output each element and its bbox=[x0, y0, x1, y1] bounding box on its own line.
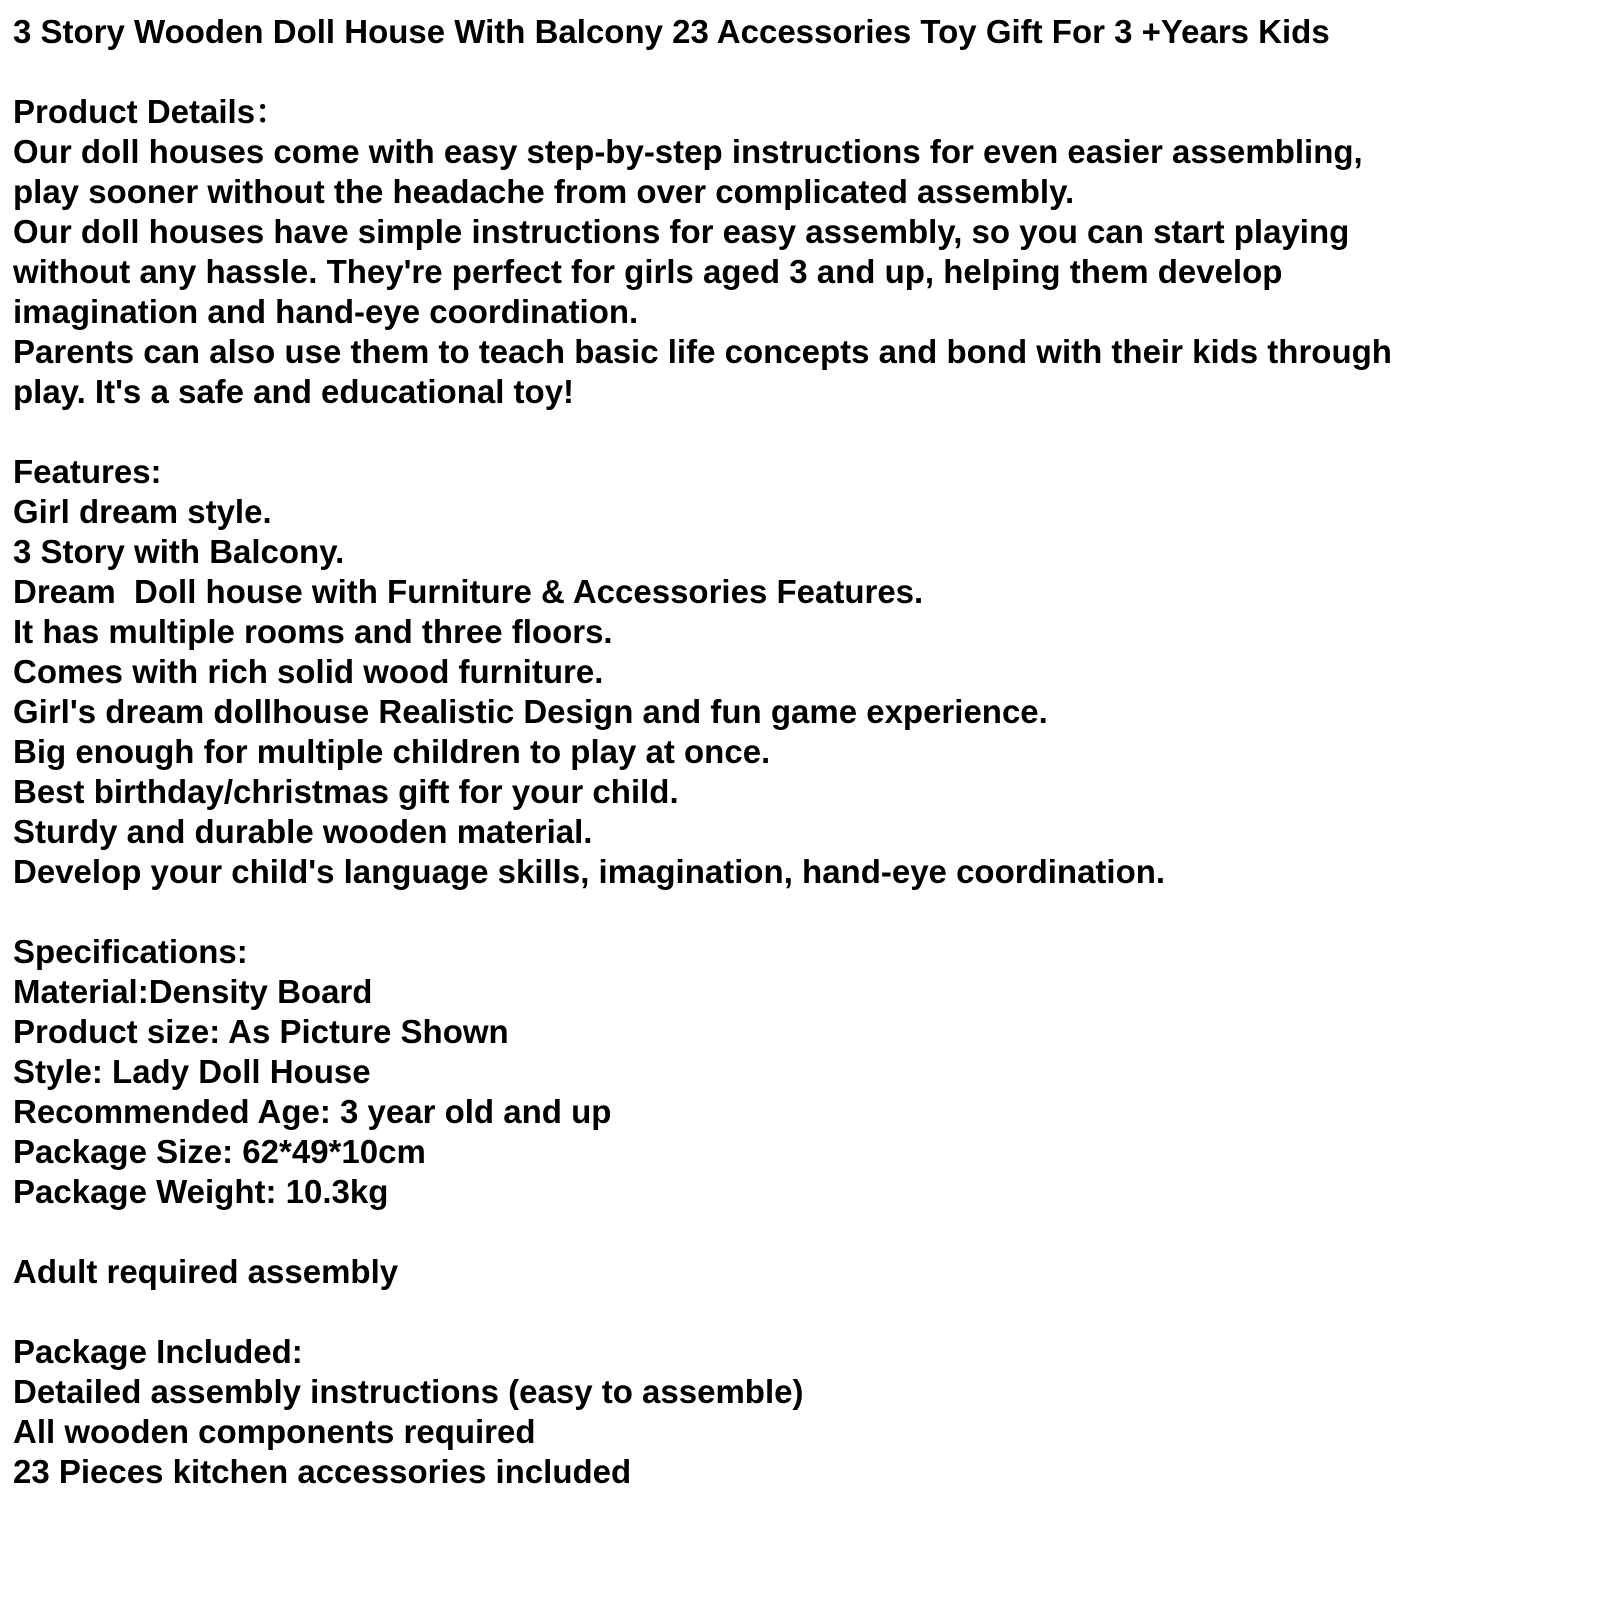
blank-line bbox=[13, 52, 1593, 92]
package-item: All wooden components required bbox=[13, 1413, 536, 1450]
feature-item: Sturdy and durable wooden material. bbox=[13, 813, 593, 850]
specifications-heading: Specifications: bbox=[13, 933, 248, 970]
package-item: 23 Pieces kitchen accessories included bbox=[13, 1453, 632, 1490]
feature-item: Girl's dream dollhouse Realistic Design and fun game experience. bbox=[13, 693, 1048, 730]
package-included-heading: Package Included: bbox=[13, 1333, 303, 1370]
package-item: Detailed assembly instructions (easy to assemble) bbox=[13, 1373, 804, 1410]
blank-line bbox=[13, 1292, 1593, 1332]
feature-item: 3 Story with Balcony. bbox=[13, 533, 345, 570]
specification-item: Package Weight: 10.3kg bbox=[13, 1173, 389, 1210]
product-details-line: Our doll houses have simple instructions for easy assembly, so you can start playing bbox=[13, 213, 1350, 250]
specification-item: Package Size: 62*49*10cm bbox=[13, 1133, 426, 1170]
product-details-line: Our doll houses come with easy step-by-step instructions for even easier assembling, bbox=[13, 133, 1363, 170]
product-details-line: play. It's a safe and educational toy! bbox=[13, 373, 575, 410]
specification-item: Product size: As Picture Shown bbox=[13, 1013, 509, 1050]
blank-line bbox=[13, 892, 1593, 932]
blank-line bbox=[13, 412, 1593, 452]
specification-item: Recommended Age: 3 year old and up bbox=[13, 1093, 612, 1130]
feature-item: Comes with rich solid wood furniture. bbox=[13, 653, 604, 690]
features-heading: Features: bbox=[13, 453, 162, 490]
page-title: 3 Story Wooden Doll House With Balcony 23 Accessories Toy Gift For 3 +Years Kids bbox=[13, 13, 1330, 50]
product-details-line: play sooner without the headache from over complicated assembly. bbox=[13, 173, 1075, 210]
feature-item: Develop your child's language skills, imagination, hand-eye coordination. bbox=[13, 853, 1166, 890]
product-details-line: Parents can also use them to teach basic life concepts and bond with their kids through bbox=[13, 333, 1392, 370]
feature-item: Best birthday/christmas gift for your child. bbox=[13, 773, 679, 810]
assembly-note: Adult required assembly bbox=[13, 1253, 399, 1290]
product-details-line: imagination and hand-eye coordination. bbox=[13, 293, 639, 330]
specification-item: Style: Lady Doll House bbox=[13, 1053, 371, 1090]
product-details-line: without any hassle. They're perfect for girls aged 3 and up, helping them develop bbox=[13, 253, 1283, 290]
feature-item: Big enough for multiple children to play at once. bbox=[13, 733, 771, 770]
feature-item: Girl dream style. bbox=[13, 493, 272, 530]
feature-item: It has multiple rooms and three floors. bbox=[13, 613, 613, 650]
feature-item: Dream Doll house with Furniture & Accessories Features. bbox=[13, 573, 924, 610]
product-description bbox=[13, 12, 1593, 1492]
blank-line bbox=[13, 1212, 1593, 1252]
specification-item: Material:Density Board bbox=[13, 973, 373, 1010]
product-details-heading: Product Details： bbox=[13, 93, 289, 130]
